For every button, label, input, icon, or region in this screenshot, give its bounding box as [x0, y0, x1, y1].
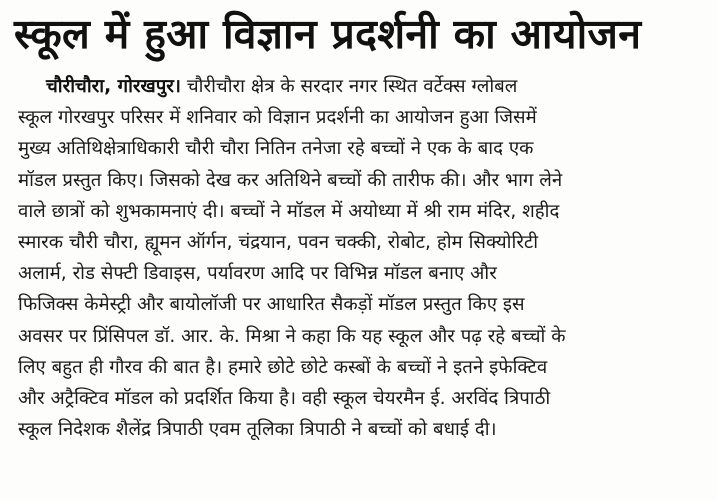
article-line-11: और अट्रैक्टिव मॉडल को प्रदर्शित किया है। वही स्कूल चेयरमैन ई. अरविंद त्रिपाठी — [18, 387, 551, 409]
article-line-3: मुख्य अतिथिक्षेत्राधिकारी चौरी चौरा नितिन तनेजा रहे बच्चों ने एक के बाद एक — [18, 138, 534, 160]
article-line-8: फिजिक्स केमेस्ट्री और बायोलॉजी पर आधारित सैकड़ों मॉडल प्रस्तुत किए इस — [18, 294, 525, 316]
article-dateline: चौरीचौरा, गोरखपुर। — [46, 76, 181, 97]
article-line-12: स्कूल निदेशक शैलेंद्र त्रिपाठी एवम तूलिका त्रिपाठी ने बच्चों को बधाई दी। — [18, 419, 497, 441]
article-line-7: अलार्म, रोड सेफ्टी डिवाइस, पर्यावरण आदि पर विभिन्न मॉडल बनाए और — [18, 263, 497, 285]
article-line-1 — [18, 71, 708, 102]
article-line-5: वाले छात्रों को शुभकामनाएं दी। बच्चों ने मॉडल में अयोध्या में श्री राम मंदिर, शहीद — [18, 200, 560, 222]
article-body — [18, 71, 708, 496]
article-line-9: अवसर पर प्रिंसिपल डॉ. आर. के. मिश्रा ने कहा कि यह स्कूल और पढ़ रहे बच्चों के — [18, 325, 566, 347]
article-line-4: मॉडल प्रस्तुत किए। जिसको देख कर अतिथिने बच्चों की तारीफ की। और भाग लेने — [18, 169, 563, 191]
article-line-2: स्कूल गोरखपुर परिसर में शनिवार को विज्ञान प्रदर्शनी का आयोजन हुआ जिसमें — [18, 107, 537, 129]
article-line-1-text: चौरीचौरा क्षेत्र के सरदार नगर स्थित वर्टेक्स ग्लोबल — [186, 76, 518, 97]
article-line-6: स्मारक चौरी चौरा, ह्यूमन ऑर्गन, चंद्रयान, पवन चक्की, रोबोट, होम सिक्योरिटी — [18, 231, 539, 253]
article-line-10: लिए बहुत ही गौरव की बात है। हमारे छोटे छोटे कस्बों के बच्चों ने इतने इफेक्टिव — [18, 356, 548, 378]
article-headline: स्कूल में हुआ विज्ञान प्रदर्शनी का आयोजन — [14, 10, 642, 58]
